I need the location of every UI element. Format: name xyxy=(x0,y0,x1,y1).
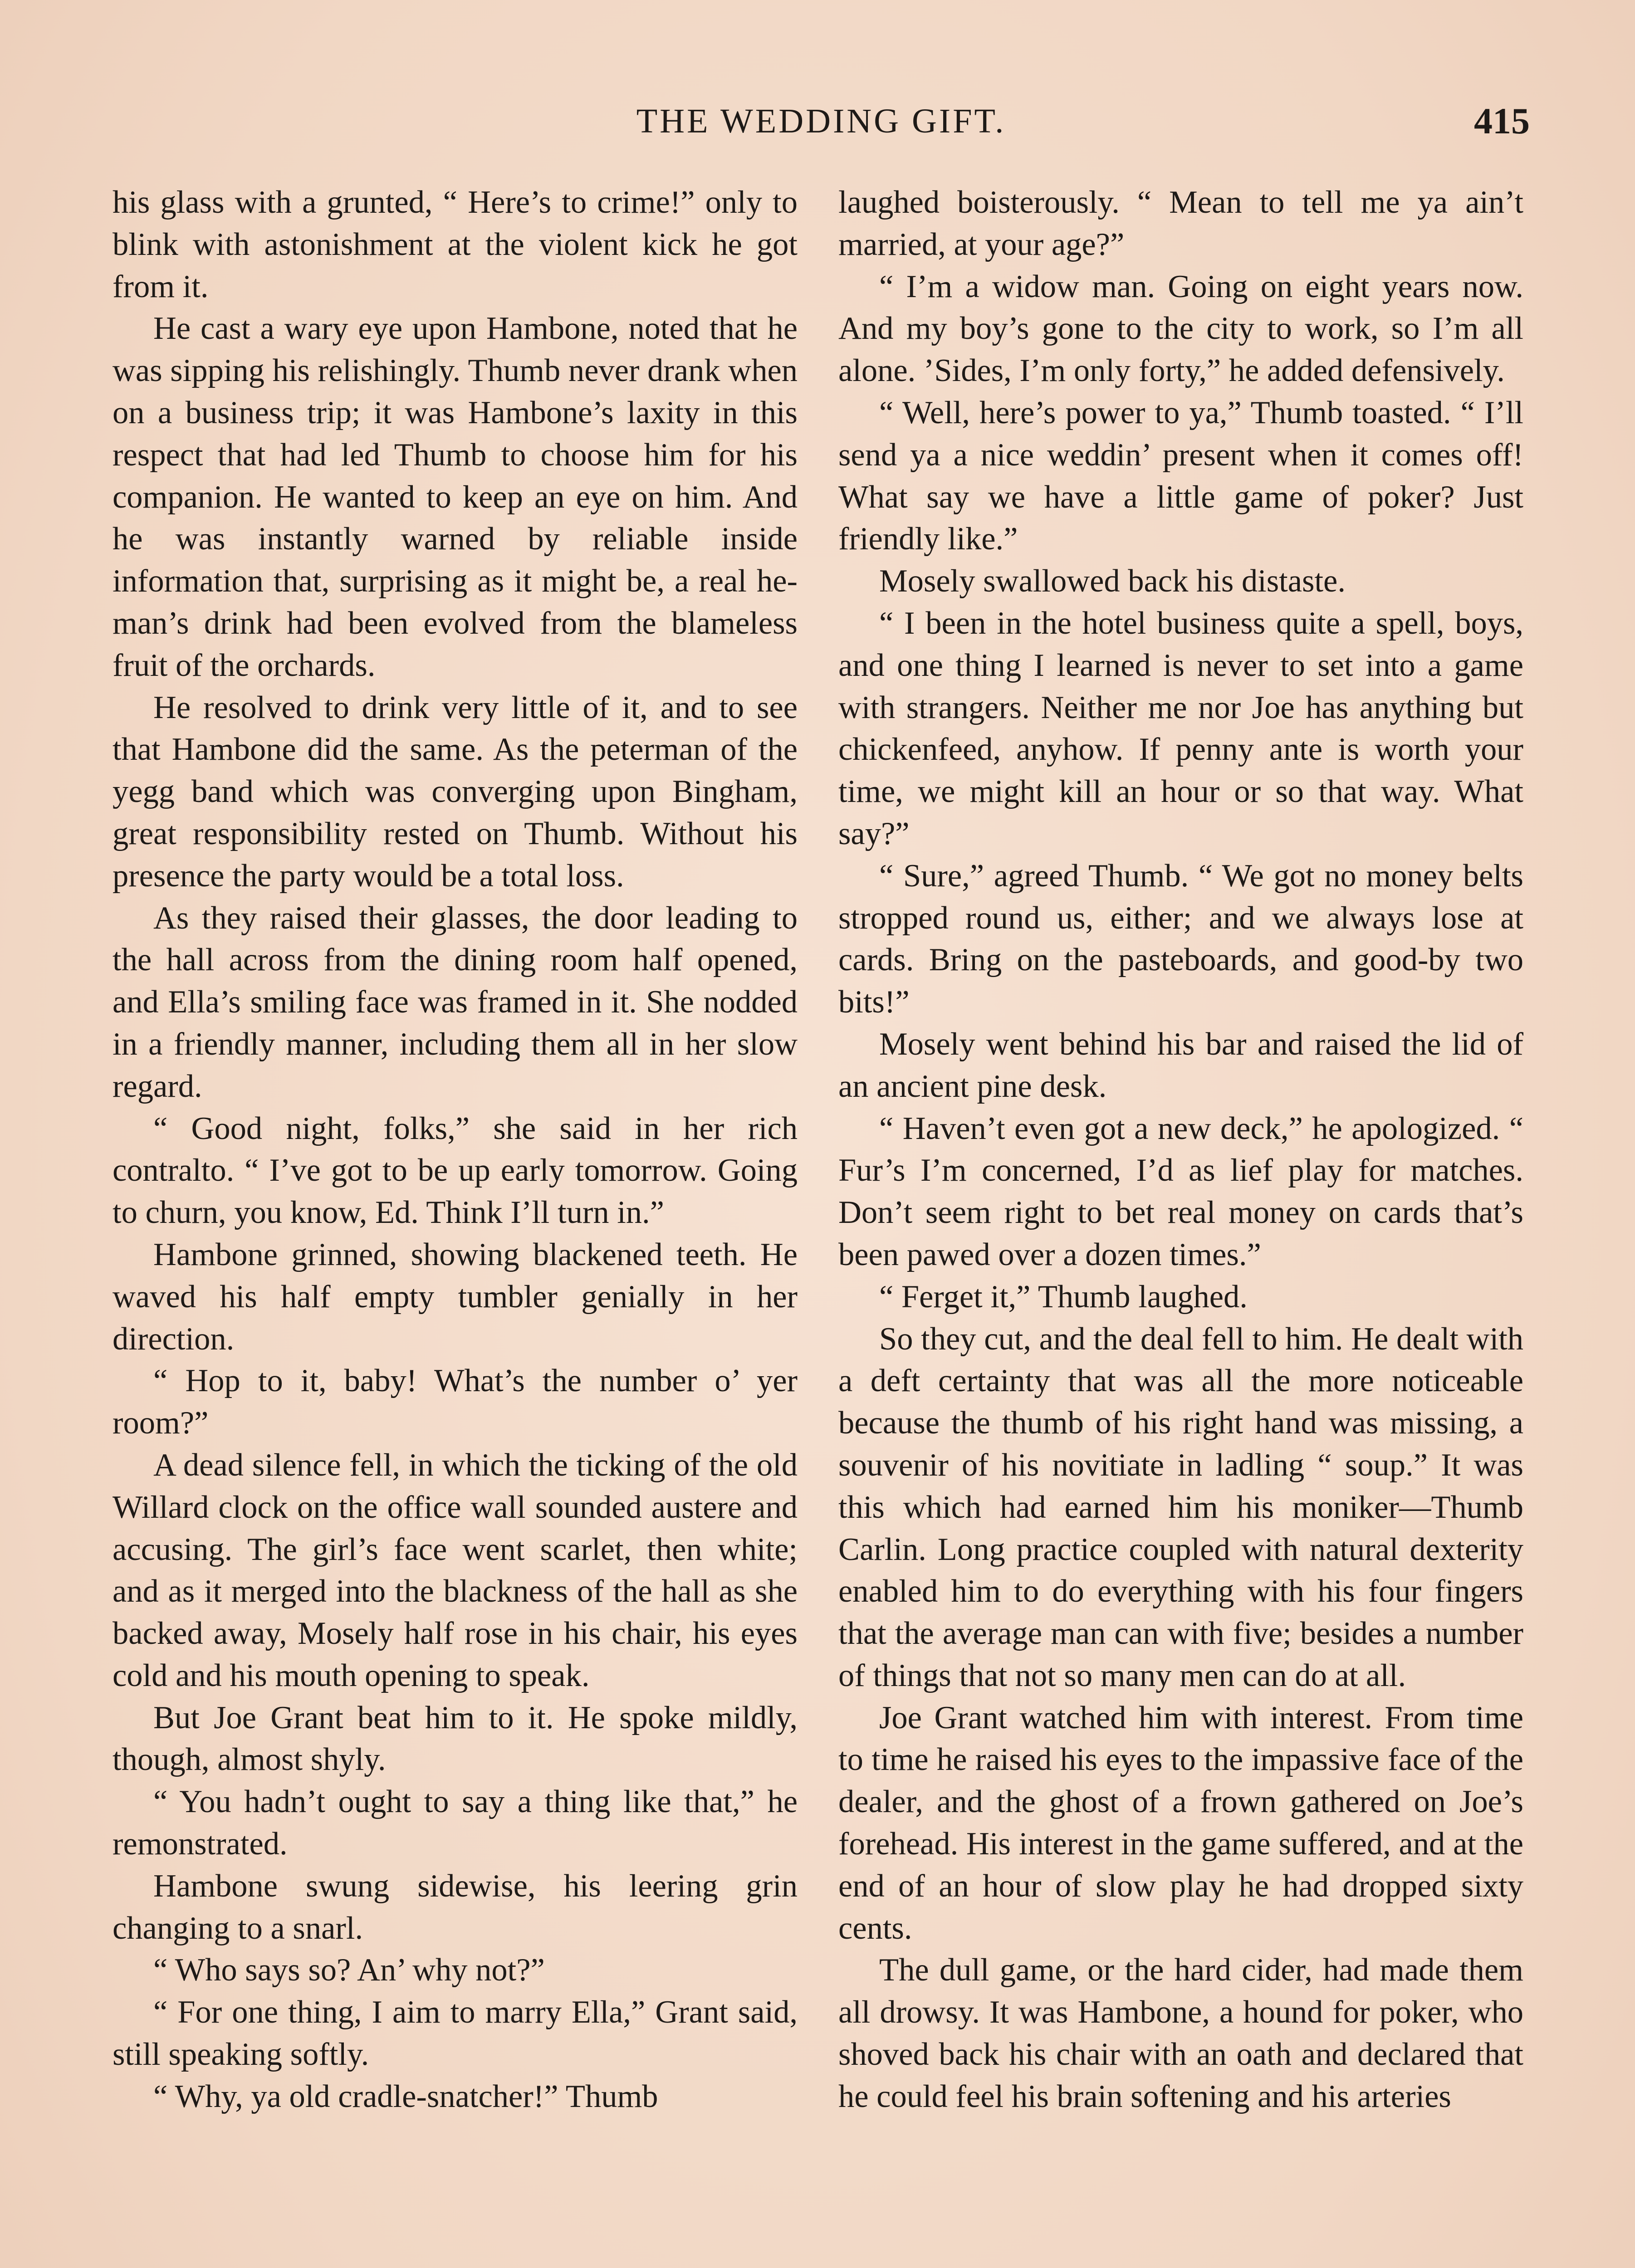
page-header xyxy=(113,96,1530,146)
paragraph: “ Ferget it,” Thumb laughed. xyxy=(879,1279,1248,1315)
paragraph: “ Why, ya old cradle-snatcher!” Thumb xyxy=(153,2078,658,2114)
paragraph: Mosely swallowed back his distaste. xyxy=(879,563,1346,599)
paragraph: “ You hadn’t ought to say a thing like that,” he remonstrated. xyxy=(113,1784,798,1862)
running-title: THE WEDDING GIFT. xyxy=(636,102,1006,140)
right-column xyxy=(838,181,1523,2118)
paragraph: “ Well, here’s power to ya,” Thumb toasted. “ I’ll send ya a nice weddin’ present when it comes off! What say we have a little game of poker? Just friendly like.” xyxy=(838,395,1523,557)
paragraph: Hambone swung sidewise, his leering grin changing to a snarl. xyxy=(113,1868,798,1946)
paragraph: laughed boisterously. “ Mean to tell me ya ain’t married, at your age?” xyxy=(838,185,1523,262)
paragraph: “ Haven’t even got a new deck,” he apologized. “ Fur’s I’m concerned, I’d as lief play for matches. Don’t seem right to bet real money on cards that’s been pawed over a dozen times.” xyxy=(838,1110,1523,1272)
left-column xyxy=(113,181,798,2118)
paragraph: A dead silence fell, in which the ticking of the old Willard clock on the office wall sounded austere and accusing. The girl’s face went scarlet, then white; and as it merged into the blackness of the hall as she backed away, Mosely half rose in his chair, his eyes cold and his mouth opening to speak. xyxy=(113,1447,798,1693)
paragraph: But Joe Grant beat him to it. He spoke mildly, though, almost shyly. xyxy=(113,1700,798,1778)
paragraph: “ Sure,” agreed Thumb. “ We got no money belts stropped round us, either; and we always lose at cards. Bring on the pasteboards, and good-by two bits!” xyxy=(838,858,1523,1020)
paragraph: He resolved to drink very little of it, and to see that Hambone did the same. As the peterman of the yegg band which was converging upon Bingham, great responsibility rested on Thumb. Without his presence the party would be a total loss. xyxy=(113,689,798,894)
paragraph: “ I’m a widow man. Going on eight years now. And my boy’s gone to the city to work, so I’m all alone. ’Sides, I’m only forty,” he added defensively. xyxy=(838,269,1523,389)
paragraph: So they cut, and the deal fell to him. He dealt with a deft certainty that was all the more noticeable because the thumb of his right hand was missing, a souvenir of his novitiate in ladling “ soup.” It was this which had earned him his moniker—Thumb Carlin. Long practice coupled with natural dexterity enabled him to do everything with his four fingers that the average man can with five; besides a number of things that not so many men can do at all. xyxy=(838,1321,1523,1693)
page-number: 415 xyxy=(1474,100,1530,142)
paragraph: “ Good night, folks,” she said in her rich contralto. “ I’ve got to be up early tomorrow. Going to churn, you know, Ed. Think I’ll turn in.” xyxy=(113,1110,798,1231)
paragraph: “ Hop to it, baby! What’s the number o’ yer room?” xyxy=(113,1363,798,1441)
paragraph: As they raised their glasses, the door leading to the hall across from the dining room half opened, and Ella’s smiling face was framed in it. She nodded in a friendly manner, including them all in her slow regard. xyxy=(113,900,798,1104)
paragraph: “ Who says so? An’ why not?” xyxy=(153,1952,545,1988)
paragraph: “ I been in the hotel business quite a spell, boys, and one thing I learned is never to set into a game with strangers. Neither me nor Joe has anything but chickenfeed, anyhow. If penny ante is worth your time, we might kill an hour or so that way. What say?” xyxy=(838,605,1523,851)
paragraph: Joe Grant watched him with interest. From time to time he raised his eyes to the impassive face of the dealer, and the ghost of a frown gathered on Joe’s forehead. His interest in the game suffered, and at the end of an hour of slow play he had dropped sixty cents. xyxy=(838,1700,1523,1946)
paragraph: The dull game, or the hard cider, had made them all drowsy. It was Hambone, a hound for poker, who shoved back his chair with an oath and declared that he could feel his brain softening and his arteries xyxy=(838,1952,1523,2114)
paragraph: his glass with a grunted, “ Here’s to crime!” only to blink with astonishment at the violent kick he got from it. xyxy=(113,185,798,304)
paragraph: “ For one thing, I aim to marry Ella,” Grant said, still speaking softly. xyxy=(113,1994,798,2072)
paragraph: Mosely went behind his bar and raised the lid of an ancient pine desk. xyxy=(838,1026,1523,1104)
paragraph: Hambone grinned, showing blackened teeth. He waved his half empty tumbler genially in her direction. xyxy=(113,1237,798,1357)
paragraph: He cast a wary eye upon Hambone, noted that he was sipping his relishingly. Thumb never drank when on a business trip; it was Hambone’s laxity in this respect that had led Thumb to choose him for his companion. He wanted to keep an eye on him. And he was instantly warned by reliable inside information that, surprising as it might be, a real he-man’s drink had been evolved from the blameless fruit of the orchards. xyxy=(113,311,798,683)
